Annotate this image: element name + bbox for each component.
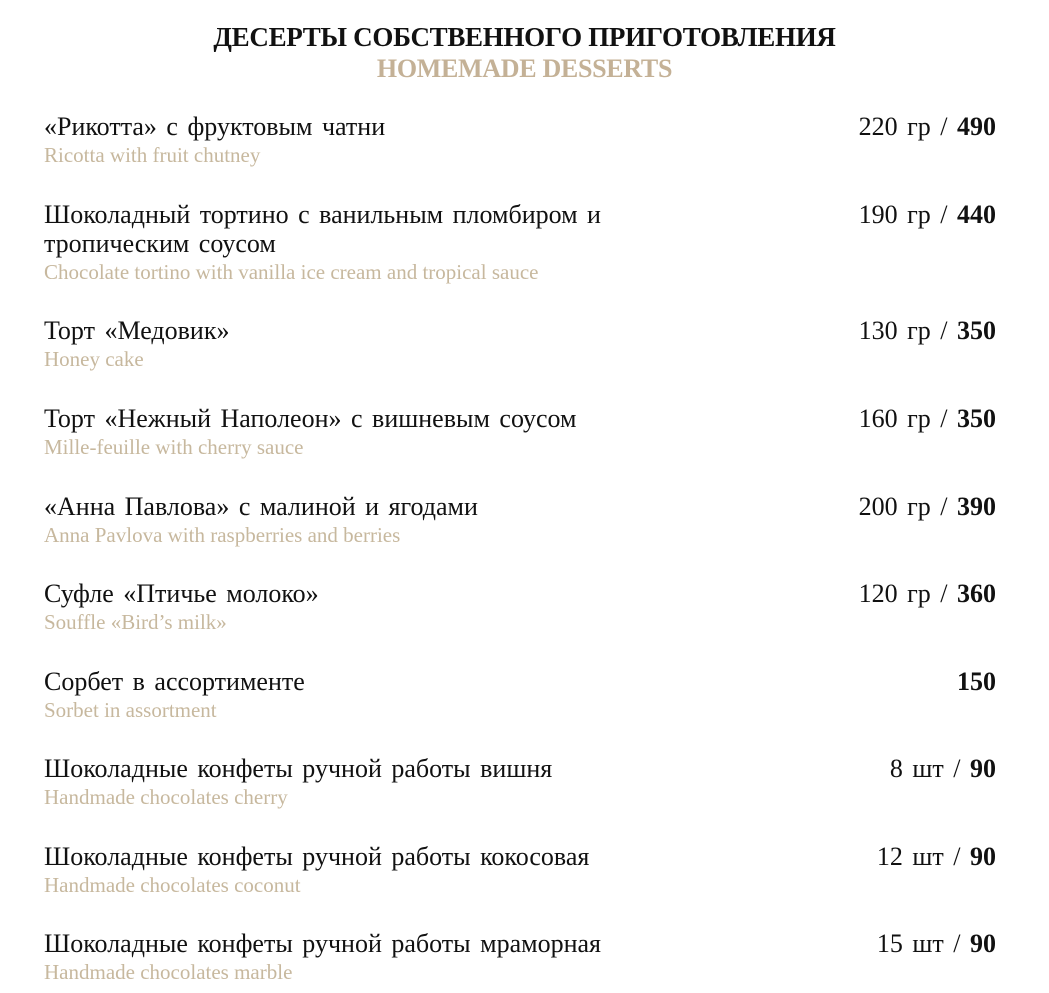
item-name-en: Sorbet in assortment: [44, 698, 217, 722]
menu-item: [44, 112, 996, 169]
item-price-value: 350: [957, 316, 996, 345]
price-separator: /: [953, 842, 961, 871]
item-weight: 120 гр: [858, 579, 931, 608]
item-price-value: 390: [957, 492, 996, 521]
item-price: [859, 112, 996, 141]
item-name-en: Handmade chocolates cherry: [44, 785, 288, 809]
price-separator: /: [940, 200, 948, 229]
item-name-ru: Сорбет в ассортименте: [44, 667, 305, 696]
item-price-value: 360: [957, 579, 996, 608]
item-name-ru: Шоколадные конфеты ручной работы мраморная: [44, 929, 601, 958]
price-separator: /: [940, 579, 948, 608]
menu-item: [44, 404, 996, 461]
item-price: [957, 667, 996, 696]
item-price: [877, 842, 996, 871]
item-name-ru: «Рикотта» с фруктовым чатни: [44, 112, 386, 141]
item-name-en: Ricotta with fruit chutney: [44, 143, 261, 167]
item-name-ru: Шоколадные конфеты ручной работы кокосовая: [44, 842, 590, 871]
item-price-value: 90: [970, 929, 996, 958]
item-name-en: Mille-feuille with cherry sauce: [44, 435, 304, 459]
item-price-value: 440: [957, 200, 996, 229]
item-name-ru: Торт «Медовик»: [44, 316, 230, 345]
item-weight: 12 шт: [876, 842, 944, 871]
item-price-value: 350: [957, 404, 996, 433]
item-price-value: 90: [970, 842, 996, 871]
item-price: [890, 754, 996, 783]
price-separator: /: [953, 754, 961, 783]
item-name-ru: «Анна Павлова» с малиной и ягодами: [44, 492, 478, 521]
price-separator: /: [953, 929, 961, 958]
item-price: [859, 404, 996, 433]
item-name-ru: Шоколадный тортино с ванильным пломбиром и тропическим соусом: [44, 200, 601, 258]
item-name-ru: Суфле «Птичье молоко»: [44, 579, 319, 608]
item-weight: 8 шт: [889, 754, 944, 783]
section-title-en: HOMEMADE DESSERTS: [376, 54, 673, 83]
item-price: [859, 316, 996, 345]
menu-item: [44, 579, 996, 636]
item-weight: 200 гр: [858, 492, 931, 521]
menu-item: [44, 842, 996, 899]
item-price: [859, 492, 996, 521]
menu-item: [44, 492, 996, 549]
menu-item: [44, 754, 996, 811]
item-price-value: 150: [957, 667, 996, 696]
item-weight: 15 шт: [876, 929, 944, 958]
price-separator: /: [940, 316, 948, 345]
section-title-ru: ДЕСЕРТЫ СОБСТВЕННОГО ПРИГОТОВЛЕНИЯ: [213, 22, 836, 52]
item-weight: 130 гр: [858, 316, 931, 345]
item-weight: 160 гр: [858, 404, 931, 433]
item-price: [877, 929, 996, 958]
item-name-ru: Торт «Нежный Наполеон» с вишневым соусом: [44, 404, 577, 433]
item-price-value: 90: [970, 754, 996, 783]
menu-item: [44, 316, 996, 373]
item-price-value: 490: [957, 112, 996, 141]
item-weight: 220 гр: [858, 112, 931, 141]
item-name-en: Souffle «Bird’s milk»: [44, 610, 227, 634]
item-name-en: Honey cake: [44, 347, 144, 371]
item-price: [859, 200, 996, 229]
price-separator: /: [940, 492, 948, 521]
item-name-en: Handmade chocolates marble: [44, 960, 293, 984]
menu-item: [44, 667, 996, 724]
item-name-en: Handmade chocolates coconut: [44, 873, 301, 897]
menu-item: [44, 929, 996, 986]
item-name-en: Chocolate tortino with vanilla ice cream and tropical sauce: [44, 260, 539, 284]
item-name-ru: Шоколадные конфеты ручной работы вишня: [44, 754, 553, 783]
price-separator: /: [940, 112, 948, 141]
item-price: [859, 579, 996, 608]
item-weight: 190 гр: [858, 200, 931, 229]
price-separator: /: [940, 404, 948, 433]
item-name-en: Anna Pavlova with raspberries and berries: [44, 523, 401, 547]
menu-item: [44, 200, 996, 286]
